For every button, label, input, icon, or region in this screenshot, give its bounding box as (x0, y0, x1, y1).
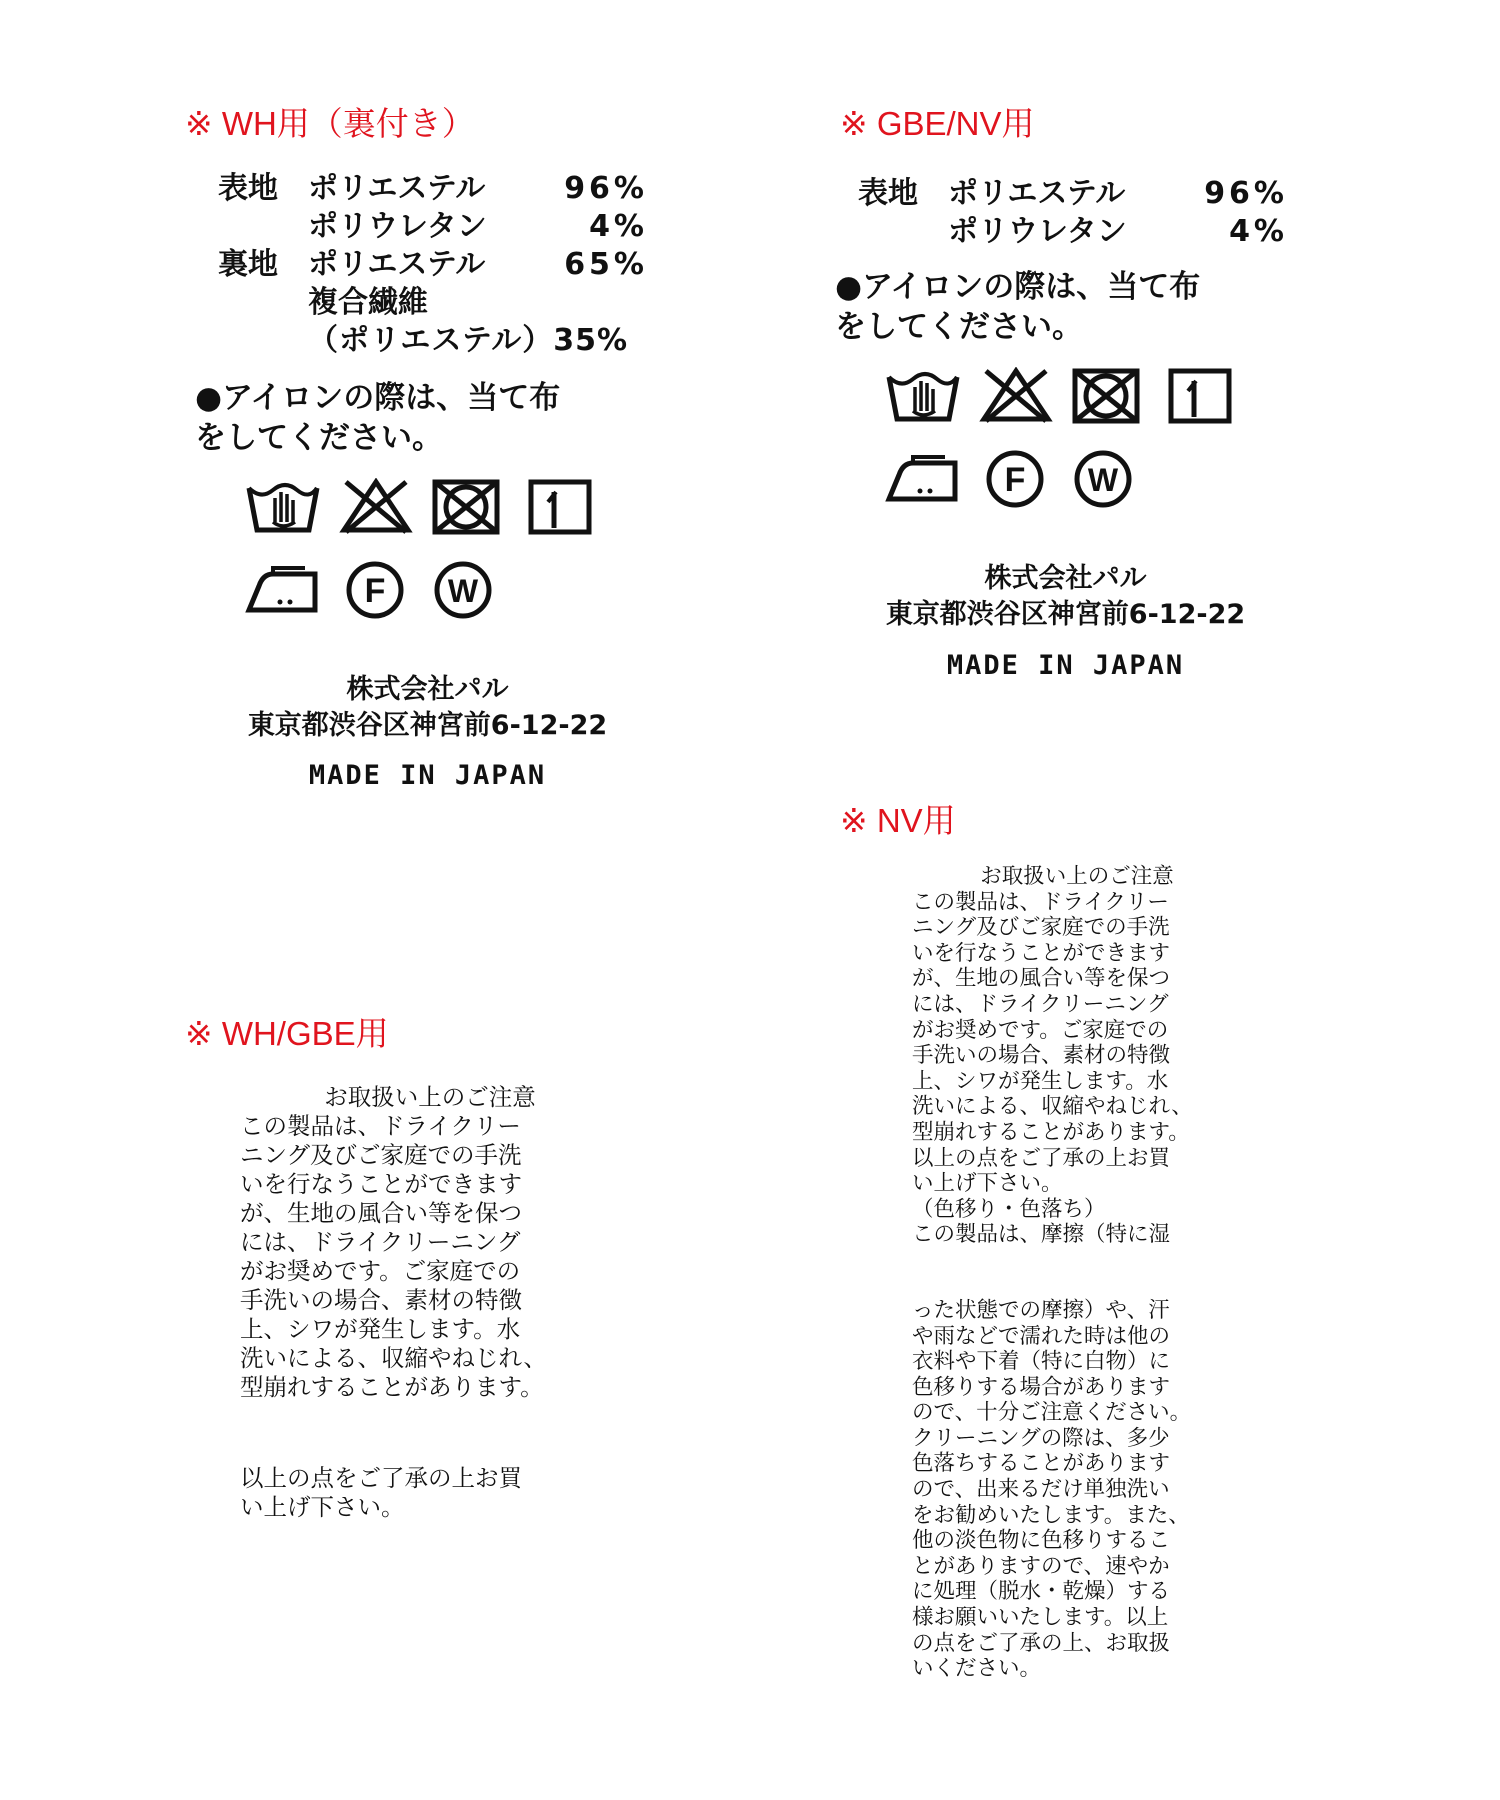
iron-low-icon (245, 566, 321, 616)
composition-gbe-nv (858, 175, 1288, 251)
wet-clean-w-icon (1073, 449, 1133, 509)
no-bleach-icon (338, 478, 414, 536)
iron-note-wh: ●アイロンの際は、当て布 をしてください。 (195, 380, 561, 456)
dry-clean-letter: F (364, 572, 386, 610)
line-dry-icon (526, 478, 594, 536)
iron-low-icon (885, 455, 961, 505)
notice-title: お取扱い上のご注意 (980, 864, 1174, 889)
company-name: 株式会社パル (346, 674, 509, 705)
composition-row: 表地 ポリエステル 96% (218, 171, 648, 206)
notice-body-continued: った状態での摩擦）や、汗 や雨などで濡れた時は他の 衣料や下着（特に白物）に 色移りする場合があります ので、十分ご注意ください。 クリーニングの際は、多少 色落ちすることがあります ので、出来るだけ単独洗い をお勧めいたします。また、 他の淡色物に色移りするこ とがありますので、速やか に処理（脱水・乾燥）する 様お願いいたします。以上 の点をご了承の上、お取扱 いください。 (912, 1297, 1192, 1682)
heading-wh-gbe: ※ WH/GBE用 (185, 1015, 389, 1052)
notice-body: この製品は、ドライクリー ニング及びご家庭での手洗 いを行なうことができます が、生地の風合い等を保つ には、ドライクリーニング がお奨めです。ご家庭での 手洗いの場合、素材の特徴 上、シワが発生します。水 洗いによる、収縮やねじれ、 型崩れすることがあります。 以上の点をご了承の上お買 い上げ下さい。 （色移り・色落ち） この製品は、摩擦（特に湿 (912, 889, 1193, 1248)
iron-note-gbe-nv: ●アイロンの際は、当て布 をしてください。 (835, 269, 1201, 345)
made-in-japan-wh: MADE IN JAPAN (308, 760, 547, 791)
maker-info-wh (225, 672, 630, 744)
composition-row: （ポリエステル）35% (308, 323, 629, 358)
composition-row: ポリウレタン 4% (948, 214, 1288, 249)
composition-row: 複合繊維 (308, 285, 428, 320)
line-dry-icon (1166, 367, 1234, 425)
heading-nv: ※ NV用 (840, 802, 956, 839)
dry-clean-f-icon (345, 560, 405, 620)
composition-row: 表地 ポリエステル 96% (858, 176, 1288, 211)
notice-closing: 以上の点をご了承の上お買 い上げ下さい。 (240, 1464, 522, 1521)
made-in-japan-gbe-nv: MADE IN JAPAN (946, 650, 1185, 681)
care-notice-nv (912, 864, 1242, 1682)
dry-clean-letter: F (1004, 461, 1026, 499)
hand-wash-icon (245, 478, 321, 536)
company-address: 東京都渋谷区神宮前6-12-22 (247, 710, 608, 741)
composition-wh (218, 170, 648, 360)
no-bleach-icon (978, 367, 1054, 425)
company-address: 東京都渋谷区神宮前6-12-22 (885, 599, 1246, 630)
wet-clean-w-icon (433, 560, 493, 620)
heading-wh: ※ WH用（裏付き） (185, 105, 475, 142)
wet-clean-letter: W (1087, 462, 1119, 498)
care-notice-wh-gbe (240, 1083, 620, 1522)
company-name: 株式会社パル (984, 563, 1147, 594)
maker-info-gbe-nv (863, 561, 1268, 633)
no-tumble-dry-icon (430, 478, 502, 536)
wet-clean-letter: W (447, 573, 479, 609)
dry-clean-f-icon (985, 449, 1045, 509)
composition-row: 裏地 ポリエステル 65% (218, 247, 648, 282)
hand-wash-icon (885, 367, 961, 425)
composition-row: ポリウレタン 4% (308, 209, 648, 244)
no-tumble-dry-icon (1070, 367, 1142, 425)
heading-gbe-nv: ※ GBE/NV用 (840, 105, 1035, 142)
notice-body: この製品は、ドライクリー ニング及びご家庭での手洗 いを行なうことができます が、生地の風合い等を保つ には、ドライクリーニング がお奨めです。ご家庭での 手洗いの場合、素材の特徴 上、シワが発生します。水 洗いによる、収縮やねじれ、 型崩れすることがあります。 (240, 1112, 547, 1401)
notice-title: お取扱い上のご注意 (324, 1083, 536, 1111)
